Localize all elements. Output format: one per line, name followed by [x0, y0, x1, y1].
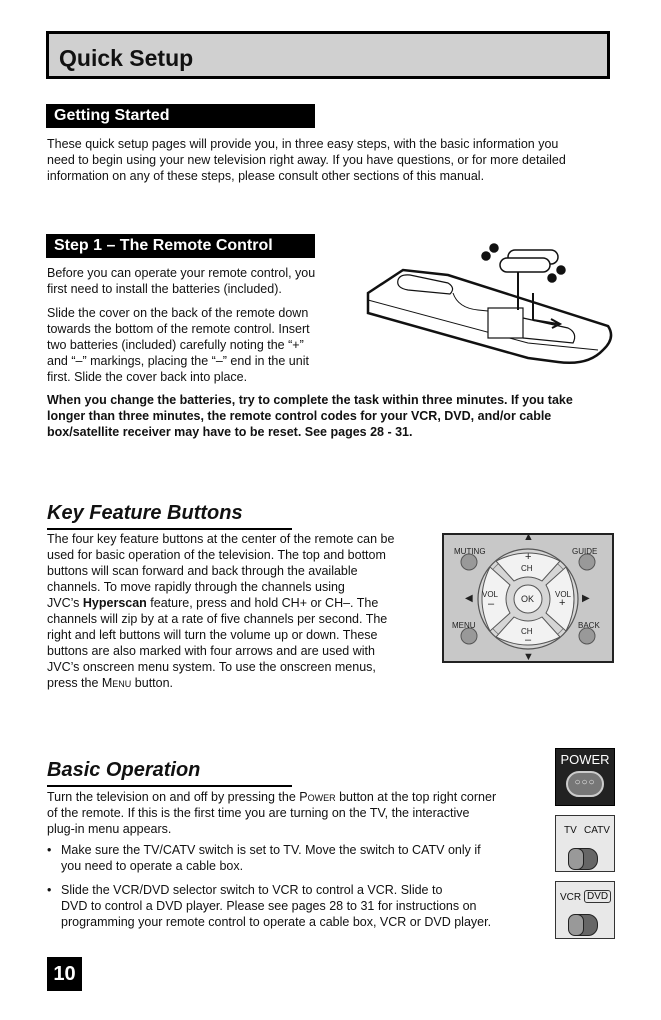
text-line: JVC’s onscreen menu system. To use the onscreen menus, — [47, 660, 376, 674]
text-line: information on any of these steps, please consult other sections of this manual. — [47, 169, 485, 183]
text-line: towards the bottom of the remote control. Insert — [47, 322, 310, 336]
text: button at the top right corner — [335, 790, 497, 804]
vol-down-button: VOL — [482, 590, 499, 599]
page-title-box — [46, 31, 610, 79]
bullet-item — [47, 842, 547, 874]
text: JVC’s — [47, 596, 83, 610]
vol-up-button: VOL — [555, 590, 572, 599]
ch-up-button: CH — [521, 564, 533, 573]
ch-down-button: CH — [521, 627, 533, 636]
menu-button: MENU — [452, 621, 476, 630]
arrow-right-icon: ▶ — [582, 593, 590, 604]
arrow-left-icon: ◀ — [465, 593, 473, 604]
text-line — [47, 595, 432, 611]
tv-catv-switch-icon — [555, 815, 615, 872]
text-line: longer than three minutes, the remote control codes for your VCR, DVD, and/or cable — [47, 409, 552, 423]
text-line: used for basic operation of the television. The top and bottom — [47, 548, 386, 562]
text: press the — [47, 676, 102, 690]
text-line: buttons are also marked with four arrows and are used with — [47, 644, 375, 658]
text-line: two batteries (included) carefully noting the “+” — [47, 338, 304, 352]
key-feature-heading-block — [47, 502, 292, 530]
vol-minus-sign: – — [488, 598, 495, 610]
guide-button: GUIDE — [572, 547, 598, 556]
tv-label: TV — [564, 825, 577, 836]
battery-warning — [47, 392, 627, 440]
menu-term: Menu — [101, 676, 132, 690]
dvd-label: DVD — [584, 890, 611, 903]
power-label: POWER — [560, 752, 610, 767]
text-line: When you change the batteries, try to complete the task within three minutes. If you take — [47, 393, 573, 407]
getting-started-body — [47, 136, 627, 184]
text-line: box/satellite receiver may have to be reset. See pages 28 - 31. — [47, 425, 413, 439]
ok-button: OK — [521, 594, 535, 604]
arrow-down-icon: ▼ — [523, 651, 534, 663]
text-line: channels. To move rapidly through the channels using — [47, 580, 345, 594]
text-line: channels will zip by at a rate of five channels per second. The — [47, 612, 388, 626]
text-line — [47, 675, 432, 691]
power-button-icon — [555, 748, 615, 806]
basic-operation-heading-block — [47, 759, 292, 787]
page-number: 10 — [47, 957, 82, 991]
remote-battery-illustration — [358, 238, 614, 374]
step1-para1 — [47, 265, 347, 297]
text: button. — [131, 676, 174, 690]
text-line: • Make sure the TV/CATV switch is set to TV. Move the switch to CATV only if — [61, 843, 481, 857]
text: feature, press and hold CH+ or CH–. The — [146, 596, 379, 610]
back-button: BACK — [578, 621, 600, 630]
text-line: and “–” markings, placing the “–” end in the unit — [47, 354, 309, 368]
step1-heading: Step 1 – The Remote Control — [46, 234, 315, 258]
catv-label: CATV — [584, 825, 610, 836]
text-line: of the remote. If this is the first time you are turning on the TV, the interactive — [47, 806, 470, 820]
ch-minus-sign: – — [525, 634, 532, 646]
power-dots: ○○○ — [574, 777, 596, 788]
text-line: The four key feature buttons at the center of the remote can be — [47, 532, 395, 546]
text-line: DVD to control a DVD player. Please see pages 28 to 31 for instructions on — [61, 899, 477, 913]
text-line: These quick setup pages will provide you, in three easy steps, with the basic information you — [47, 137, 559, 151]
arrow-up-icon: ▲ — [523, 531, 534, 543]
bullet-item — [47, 882, 547, 930]
text-line: right and left buttons will turn the volume up or down. These — [47, 628, 378, 642]
text-line: plug-in menu appears. — [47, 822, 172, 836]
heading-rule — [47, 528, 292, 530]
key-feature-heading: Key Feature Buttons — [47, 502, 243, 524]
vcr-label: VCR — [560, 892, 582, 903]
text-line: programming your remote control to operate a cable box, VCR or DVD player. — [61, 915, 492, 929]
muting-button: MUTING — [454, 547, 486, 556]
page-title: Quick Setup — [59, 45, 194, 71]
remote-key-panel — [442, 533, 614, 663]
text-line: • Slide the VCR/DVD selector switch to VCR to control a VCR. Slide to — [61, 883, 443, 897]
heading-rule — [47, 785, 292, 787]
text-line: Slide the cover on the back of the remote down — [47, 306, 309, 320]
vcr-dvd-switch-icon — [555, 881, 615, 939]
step1-para2 — [47, 305, 347, 385]
text-line: first need to install the batteries (included). — [47, 282, 282, 296]
key-feature-body — [47, 531, 432, 691]
ch-plus-sign: + — [525, 551, 532, 563]
hyperscan-term: Hyperscan — [82, 596, 147, 610]
text: Turn the television on and off by pressing the — [47, 790, 300, 804]
bullet-list — [47, 842, 547, 930]
text-line — [47, 789, 547, 805]
text-line: buttons will scan forward and back through the available — [47, 564, 358, 578]
text-line: Before you can operate your remote control, you — [47, 266, 316, 280]
power-term: Power — [299, 790, 336, 804]
getting-started-heading: Getting Started — [46, 104, 315, 128]
basic-operation-heading: Basic Operation — [47, 759, 201, 781]
text-line: need to begin using your new television right away. If you have questions, or for more detailed — [47, 153, 566, 167]
text-line: first. Slide the cover back into place. — [47, 370, 248, 384]
basic-operation-intro — [47, 789, 547, 837]
text-line: you need to operate a cable box. — [61, 859, 244, 873]
vol-plus-sign: + — [559, 597, 566, 609]
